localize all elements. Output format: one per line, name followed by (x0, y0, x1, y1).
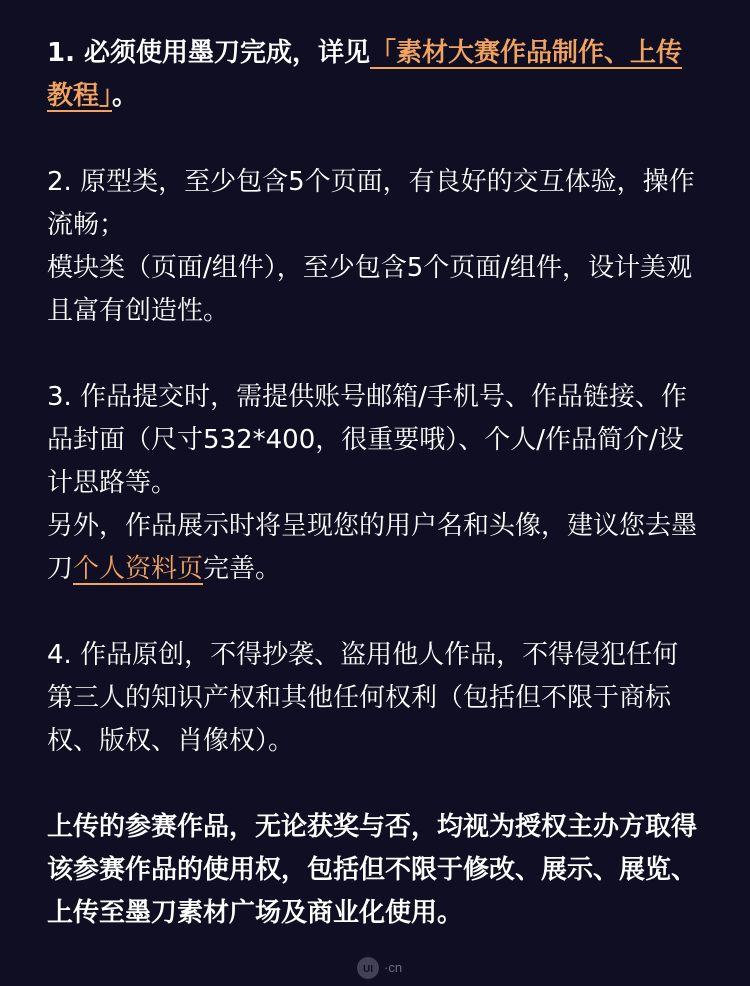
paragraph-gap (47, 591, 704, 634)
ui-cn-watermark (356, 956, 402, 980)
rule-item-1 (47, 32, 704, 118)
watermark-suffix: ·cn (384, 960, 403, 975)
rule-item-3-line-1: 3. 作品提交时，需提供账号邮箱/手机号、作品链接、作品封面（尺寸532*400，很重要哦）、个人/作品简介/设计思路等。 (47, 382, 687, 498)
rule-item-2-line-1: 2. 原型类，至少包含5个页面，有良好的交互体验，操作流畅； (47, 167, 695, 240)
paragraph-gap (47, 763, 704, 806)
rule-item-3-line-2-text: 另外，作品展示时将呈现您的用户名和头像，建议您去墨刀 (47, 511, 698, 584)
rule-item-1-punctuation: 。 (112, 81, 139, 111)
profile-page-link[interactable]: 个人资料页 (73, 554, 204, 584)
rule-item-4: 4. 作品原创，不得抄袭、盗用他人作品，不得侵犯任何第三人的知识产权和其他任何权利（包括但不限于商标权、版权、肖像权）。 (47, 640, 679, 756)
rule-item-2-line-2: 模块类（页面/组件），至少包含5个页面/组件，设计美观且富有创造性。 (47, 253, 693, 326)
rule-item-3-line-2 (47, 505, 704, 591)
tutorial-link[interactable]: 「素材大赛作品制作、上传教程」 (47, 38, 683, 111)
watermark-logo-text: UI (363, 964, 373, 975)
rule-item-1-text: 1. 必须使用墨刀完成，详见 (47, 38, 371, 68)
ui-cn-logo-icon (356, 956, 380, 980)
paragraph-gap (47, 118, 704, 161)
authorization-statement: 上传的参赛作品，无论获奖与否，均视为授权主办方取得该参赛作品的使用权，包括但不限于修改、展示、展览、上传至墨刀素材广场及商业化使用。 (47, 812, 698, 928)
rule-item-3-line-2-suffix: 完善。 (203, 554, 282, 584)
paragraph-gap (47, 333, 704, 376)
